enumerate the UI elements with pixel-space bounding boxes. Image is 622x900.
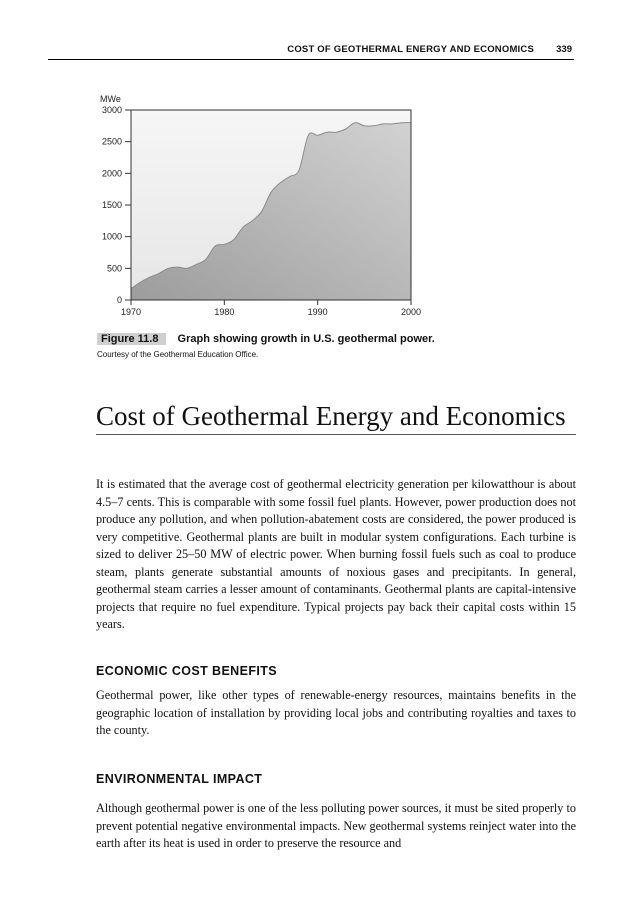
x-tick-label: 1990 xyxy=(307,307,328,317)
figure-label: Figure 11.8 xyxy=(97,333,166,345)
y-tick-label: 1000 xyxy=(101,231,122,242)
y-tick-label: 2500 xyxy=(101,136,122,147)
y-axis xyxy=(102,105,131,305)
environmental-impact-heading: ENVIRONMENTAL IMPACT xyxy=(96,772,263,786)
section-title: Cost of Geothermal Energy and Economics xyxy=(96,402,576,435)
y-tick-label: 3000 xyxy=(101,105,122,115)
y-tick-label: 2000 xyxy=(101,168,122,179)
economic-cost-benefits-heading: ECONOMIC COST BENEFITS xyxy=(96,664,278,678)
figure-caption xyxy=(97,332,437,362)
x-tick-label: 2000 xyxy=(400,307,422,317)
x-tick-label: 1980 xyxy=(214,307,235,317)
y-tick-label: 1500 xyxy=(101,200,122,210)
figure-title: Graph showing growth in U.S. geothermal power. xyxy=(177,333,435,345)
page-number: 339 xyxy=(556,44,572,55)
environmental-impact-paragraph: Although geothermal power is one of the less polluting power sources, it must be sited properly to prevent potential negative environmental impacts. New geothermal systems reinject water into the earth after its heat is used in order to preserve the resource and xyxy=(96,801,576,850)
x-tick-label: 1970 xyxy=(120,307,142,317)
figure-credit: Courtesy of the Geothermal Education Office. xyxy=(97,350,259,359)
y-tick-label: 500 xyxy=(106,263,122,274)
x-axis xyxy=(121,300,421,317)
growth-chart xyxy=(80,90,430,325)
economic-cost-benefits-paragraph: Geothermal power, like other types of renewable-energy resources, maintains benefits in the geographic location of installation by providing local jobs and contributing royalties and taxes to the county. xyxy=(96,688,576,737)
growth-chart-svg xyxy=(80,90,430,325)
y-axis-label: MWe xyxy=(100,94,121,104)
running-header-title: COST OF GEOTHERMAL ENERGY AND ECONOMICS xyxy=(287,44,534,55)
intro-paragraph: It is estimated that the average cost of geothermal electricity generation per kilowatthour is about 4.5–7 cents. This is comparable with some fossil fuel plants. However, power production does not produce any pollution, and when pollution-abatement costs are considered, the power produced is very competitive. Geothermal plants are built in modular system configurations. Each turbine is sized to deliver 25–50 MW of electric power. When burning fossil fuels such as coal to produce steam, plants generate substantial amounts of noxious gases and precipitants. In general, geothermal steam carries a lesser amount of contaminants. Geothermal plants are capital-intensive projects that require no fuel expenditure. Typical projects pay back their capital costs within 15 years. xyxy=(96,477,576,631)
y-tick-label: 0 xyxy=(116,295,122,305)
running-header xyxy=(48,43,574,60)
